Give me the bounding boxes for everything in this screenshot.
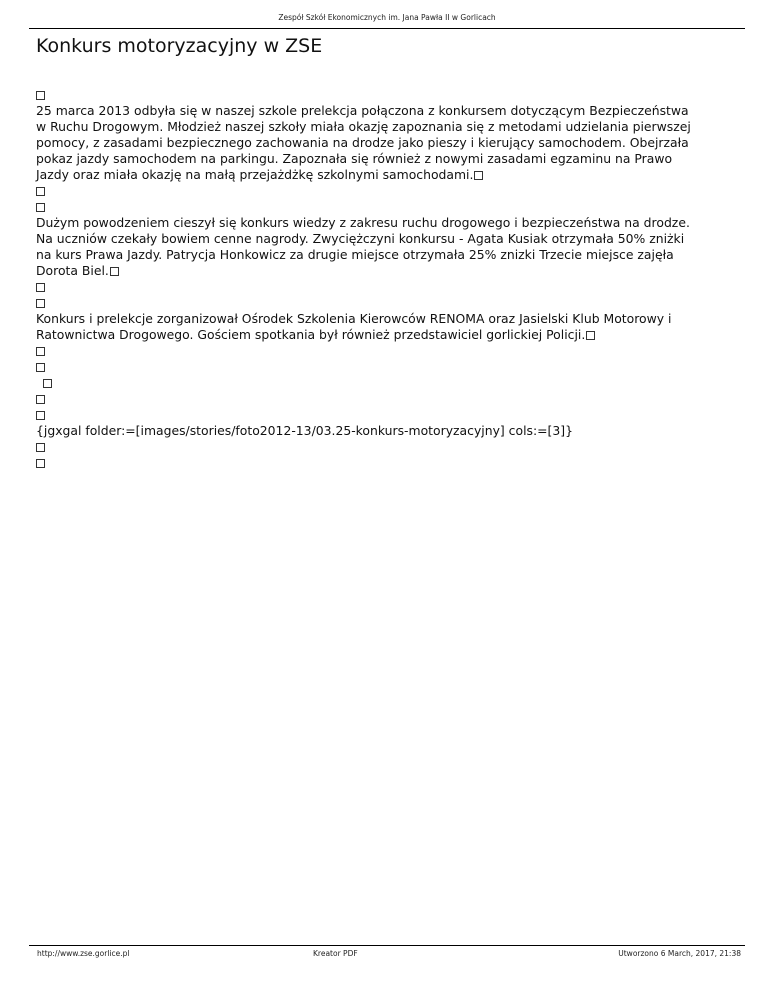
missing-glyph-icon <box>36 299 45 308</box>
missing-glyph-icon <box>43 379 52 388</box>
article-body <box>36 87 732 471</box>
paragraph-text: Dorota Biel. <box>36 263 109 278</box>
paragraph-line: pokaz jazdy samochodem na parkingu. Zapoznała się również z nowymi zasadami egzaminu na Prawo <box>36 151 673 166</box>
missing-glyph-icon <box>36 459 45 468</box>
footer-created-date: Utworzono 6 March, 2017, 21:38 <box>618 949 741 958</box>
paragraph-line: na kurs Prawa Jazdy. Patrycja Honkowicz za drugie miejsce otrzymała 25% znizki Trzecie miejsce zajęła <box>36 247 674 262</box>
placeholder-glyph <box>36 343 732 359</box>
missing-glyph-icon <box>36 347 45 356</box>
placeholder-glyph <box>36 279 732 295</box>
placeholder-glyph <box>36 391 732 407</box>
placeholder-glyph <box>36 199 732 215</box>
paragraph-line-last <box>36 167 732 183</box>
page-footer <box>29 945 745 960</box>
school-name: Zespół Szkół Ekonomicznych im. Jana Pawła II w Gorlicach <box>278 13 496 22</box>
placeholder-glyph <box>36 87 732 103</box>
paragraph-line-last <box>36 263 732 279</box>
page-header <box>29 13 745 29</box>
gallery-code: {jgxgal folder:=[images/stories/foto2012-13/03.25-konkurs-motoryzacyjny] cols:=[3]} <box>36 423 573 438</box>
missing-glyph-icon <box>586 331 595 340</box>
placeholder-glyph <box>36 359 732 375</box>
article-title: Konkurs motoryzacyjny w ZSE <box>36 35 323 57</box>
paragraph-line: Dużym powodzeniem cieszył się konkurs wiedzy z zakresu ruchu drogowego i bezpieczeństwa na drodze. <box>36 215 690 230</box>
missing-glyph-icon <box>110 267 119 276</box>
paragraph-text: Ratownictwa Drogowego. Gościem spotkania był również przedstawiciel gorlickiej Policji. <box>36 327 586 342</box>
paragraph-line: w Ruchu Drogowym. Młodzież naszej szkoły miała okazję zapoznania się z metodami udzielania pierwszej <box>36 119 691 134</box>
missing-glyph-icon <box>36 187 45 196</box>
paragraph-line: Na uczniów czekały bowiem cenne nagrody. Zwyciężczyni konkursu - Agata Kusiak otrzymała 50% zniżki <box>36 231 685 246</box>
missing-glyph-icon <box>36 395 45 404</box>
placeholder-glyph <box>36 295 732 311</box>
placeholder-glyph <box>36 439 732 455</box>
missing-glyph-icon <box>474 171 483 180</box>
missing-glyph-icon <box>36 363 45 372</box>
placeholder-glyph <box>36 407 732 423</box>
paragraph-line: 25 marca 2013 odbyła się w naszej szkole prelekcja połączona z konkursem dotyczącym Bezpieczeństwa <box>36 103 689 118</box>
paragraph-line: Konkurs i prelekcje zorganizował Ośrodek Szkolenia Kierowców RENOMA oraz Jasielski Klub Motorowy i <box>36 311 672 326</box>
placeholder-glyph <box>36 455 732 471</box>
missing-glyph-icon <box>36 283 45 292</box>
paragraph-line-last <box>36 327 732 343</box>
missing-glyph-icon <box>36 91 45 100</box>
missing-glyph-icon <box>36 443 45 452</box>
paragraph-text: Jazdy oraz miała okazję na małą przejażdżkę szkolnymi samochodami. <box>36 167 474 182</box>
footer-url: http://www.zse.gorlice.pl <box>37 949 130 958</box>
placeholder-glyph <box>36 375 732 391</box>
paragraph-line: pomocy, z zasadami bezpiecznego zachowania na drodze jako pieszy i kierujący samochodem. Obejrzała <box>36 135 689 150</box>
footer-generator: Kreator PDF <box>313 949 358 958</box>
missing-glyph-icon <box>36 411 45 420</box>
placeholder-glyph <box>36 183 732 199</box>
missing-glyph-icon <box>36 203 45 212</box>
